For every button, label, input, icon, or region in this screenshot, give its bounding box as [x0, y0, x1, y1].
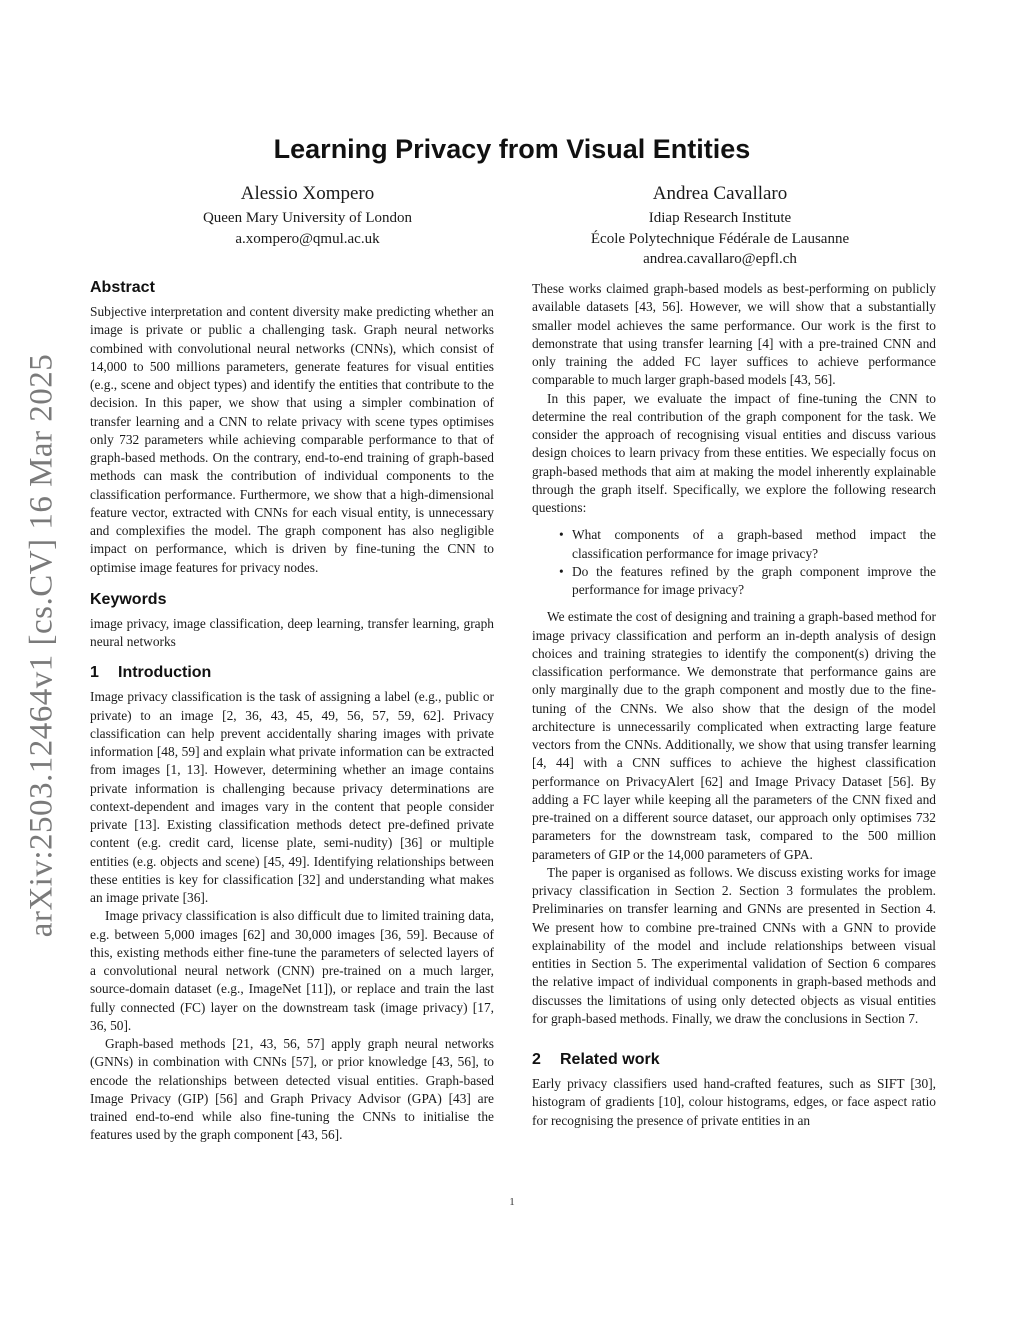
abstract-text: Subjective interpretation and content diversity make predicting whether an image is private or public a challenging task. Graph neural networks combined with convolutional neural networks (CNNs), which consist of 14,000 to 500 millions parameters, generate features for visual entities (e.g., scene and object types) and identify the entities that contribute to the decision. In this paper, we show that using a simpler combination of transfer learning and a CNN to relate privacy with scene types optimises only 732 parameters while achieving comparable performance to that of graph-based methods. On the contrary, end-to-end training of graph-based methods can mask the contribution of individual components to the classification performance. Furthermore, we show that a high-dimensional feature vector, extracted with CNNs for each visual entity, is unnecessary and complexifies the model. The graph component has also negligible impact on performance, which is driven by fine-tuning the CNN to optimise image features for privacy nodes. [90, 304, 494, 575]
abstract-heading: Abstract [90, 279, 155, 296]
section-title: Introduction [118, 664, 212, 682]
section-number: 2 [532, 1051, 541, 1068]
section-title: Related work [560, 1051, 660, 1068]
author-name: Alessio Xompero [240, 183, 375, 204]
bullet-icon: • [559, 563, 564, 579]
body-paragraph: The paper is organised as follows. We discuss existing works for image privacy classification in Section 2. Section 3 formulates the problem. Preliminaries on transfer learning and GNNs are presented in Section 4. We present how to combine pre-trained CNNs with a GNN to provide explainability of the model and include relationships between visual entities in Section 5. The experimental validation of Section 6 compares the relative impact of individual components in graph-based methods and discusses the limitations of using only detected objects as visual entities for graph-based methods. Finally, we draw the conclusions in Section 7. [532, 864, 936, 1026]
author-name: Andrea Cavallaro [652, 183, 788, 204]
author-affiliation: Idiap Research Institute [648, 210, 792, 226]
intro-paragraph: Image privacy classification is also difficult due to limited training data, e.g. between 5,000 images [62] and 30,000 images [36, 59]. Because of this, existing methods either fine-tune the parameters of selected layers of a convolutional neural network (CNN) pre-trained on a much larger, source-domain dataset (e.g., ImageNet [11]), or replace and train the last fully connected (FC) layer on the downstream task (image privacy) [17, 36, 50]. [90, 908, 494, 1033]
list-item-text: Do the features refined by the graph component improve the performance for image privacy? [572, 563, 936, 597]
keywords-text: image privacy, image classification, deep learning, transfer learning, graph neural networks [90, 615, 494, 649]
bullet-icon: • [559, 527, 564, 543]
arxiv-identifier [12, 350, 72, 940]
research-questions-list [532, 526, 936, 599]
section-number: 1 [90, 664, 99, 682]
author-email[interactable]: a.xompero@qmul.ac.uk [235, 230, 380, 247]
keywords-heading: Keywords [90, 590, 167, 608]
body-paragraph: We estimate the cost of designing and training a graph-based method for image privacy classification and perform an in-depth analysis of design choices and training strategies to identify the component(s) driving the classification performance. We demonstrate that performance gains are only marginally due to the graph component and mostly due to the fine-tuning of the CNNs. We also show that the design of the model architecture is unnecessarily complicated when extracting large feature vectors from the CNNs. Additionally, we show that using transfer learning [4, 44] with a CNN suffices to achieve the highest classification performance on PrivacyAlert [62] and Image Privacy Dataset [56]. By adding a FC layer while keeping all the parameters of the CNN fixed and pre-trained on a different source dataset, our approach only optimises 732 parameters for the downstream task, compared to the 500 million parameters of GIP or the 14,000 parameters of GPA. [532, 609, 936, 862]
author-email[interactable]: andrea.cavallaro@epfl.ch [643, 251, 797, 267]
page-number: 1 [509, 1196, 515, 1208]
related-work-paragraph: Early privacy classifiers used hand-crafted features, such as SIFT [30], histogram of gradients [10], colour histograms, edges, or face aspect ratio for recognising the presence of private entities in an [532, 1076, 936, 1128]
body-paragraph: These works claimed graph-based models as best-performing on publicly available datasets [43, 56]. However, we will show that a substantially smaller model achieves the same performance. Our work is the first to demonstrate that using transfer learning [4] with a pre-trained CNN and only training the added FC layer suffices to achieve performance comparable to much larger graph-based models [43, 56]. [532, 281, 936, 388]
paper-title: Learning Privacy from Visual Entities [273, 134, 751, 164]
left-column [90, 278, 494, 1145]
list-item [532, 526, 936, 563]
author-block-1 [170, 182, 445, 249]
author-affiliation: Queen Mary University of London [202, 210, 413, 226]
list-item-text: What components of a graph-based method impact the classification performance for image privacy? [572, 527, 936, 561]
section-heading-introduction [90, 663, 494, 683]
author-affiliation: École Polytechnique Fédérale de Lausanne [590, 230, 850, 247]
arxiv-identifier-text: arXiv:2503.12464v1 [cs.CV] 16 Mar 2025 [23, 353, 60, 937]
intro-paragraph: Image privacy classification is the task of assigning a label (e.g., public or private) to an image [2, 36, 43, 45, 49, 56, 57, 59, 62]. Privacy classification can help prevent accidentally sharing images with private information [48, 59] and explain what private information can be extracted from images [1, 13]. However, determining whether an image contains private information is challenging because privacy determinations are context-dependent and images vary in the content that people consider private [13]. Existing classification methods detect pre-defined private content (e.g. credit card, license plate, semi-nudity) [36] or multiple entities (e.g. objects and scene) [45, 49]. Identifying relationships between these entities is key for classification [32] and understanding what makes an image private [36]. [90, 689, 494, 905]
list-item [532, 563, 936, 600]
author-block-2 [540, 182, 900, 270]
intro-paragraph: Graph-based methods [21, 43, 56, 57] apply graph neural networks (GNNs) in combination with CNNs [57], or prior knowledge [43, 56], to encode the relationships between detected visual entities. Graph-based Image Privacy (GIP) [56] and Graph Privacy Advisor (GPA) [43] are trained end-to-end while also fine-tuning the CNNs to initialise the features used by the graph component [43, 56]. [90, 1036, 494, 1143]
right-column [532, 280, 936, 1130]
section-heading-related-work [532, 1050, 936, 1070]
body-paragraph: In this paper, we evaluate the impact of fine-tuning the CNN to determine the real contribution of the graph component for the task. We consider the approach of recognising visual entities and discuss various design choices to learn privacy from these entities. We especially focus on graph-based methods that aim at making the model inherently explainable through the graph itself. Specifically, we explore the following research questions: [532, 390, 936, 515]
